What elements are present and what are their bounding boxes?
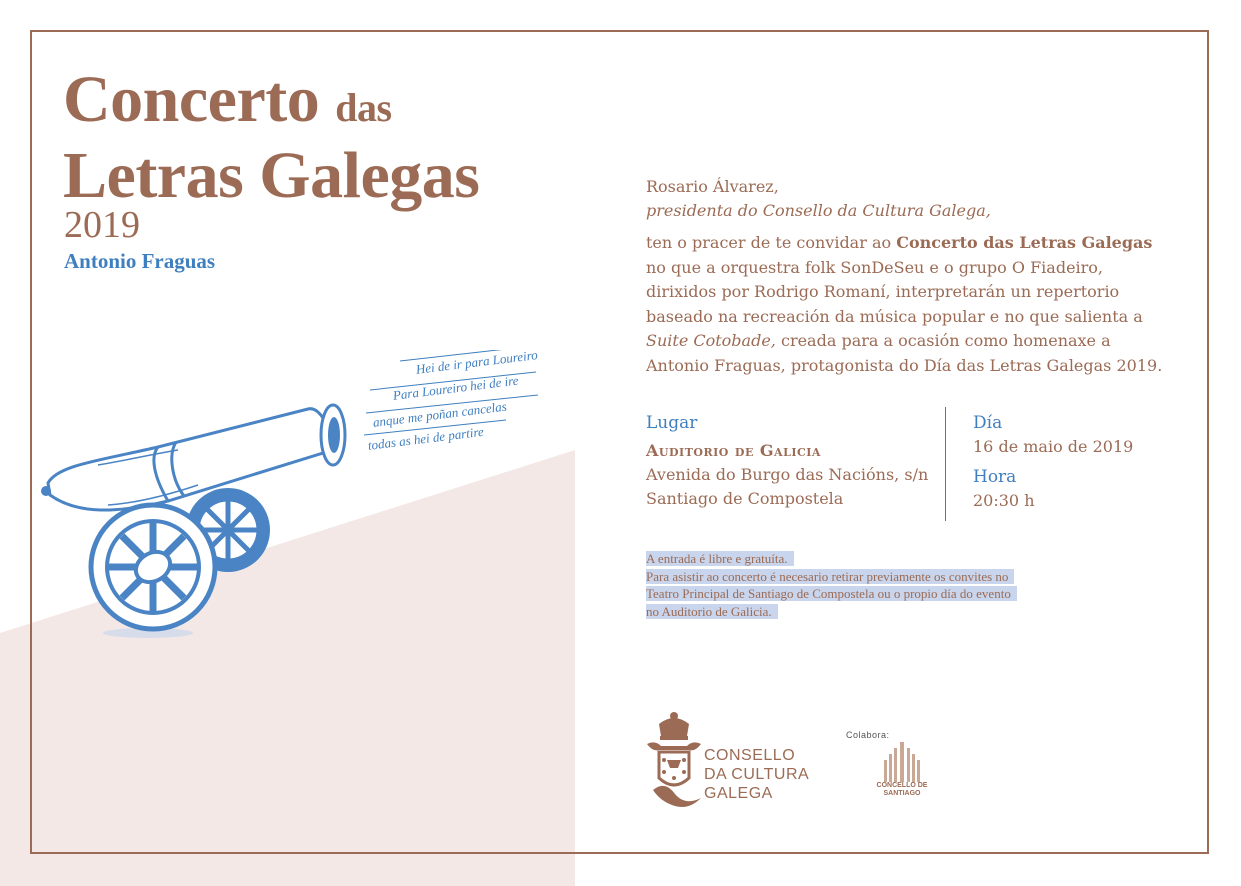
title-year: 2019 (64, 204, 140, 246)
day-value: 16 de maio de 2019 (973, 437, 1134, 456)
page-title (63, 63, 480, 212)
time-label: Hora (973, 467, 1017, 487)
title-das: das (335, 85, 392, 130)
host-block (646, 175, 991, 223)
host-role: presidenta do Consello da Cultura Galega, (646, 201, 991, 220)
invitation-text (646, 231, 1166, 378)
cannon-illustration (38, 395, 358, 645)
santiago-wordmark (872, 782, 932, 798)
notice-line-2: Para asistir ao concerto é necesario retirar previamente os convites no (646, 569, 1014, 584)
ccg-line-1: CONSELLO (704, 747, 796, 764)
invitation-part-1: ten o pracer de te convidar ao (646, 233, 897, 252)
colabora-label: Colabora: (846, 730, 890, 740)
suite-name: Suite Cotobade, (646, 331, 776, 350)
schedule-block (973, 411, 1133, 513)
venue-block (646, 411, 928, 511)
entry-notice (646, 550, 1017, 620)
venue-label: Lugar (646, 413, 698, 433)
host-name: Rosario Álvarez, (646, 177, 779, 196)
santiago-line-1: CONCELLO DE (876, 782, 928, 789)
honoree-name: Antonio Fraguas (64, 249, 216, 273)
venue-name: Auditorio de Galicia (646, 441, 821, 460)
ccg-line-2: DA CULTURA (704, 766, 810, 783)
venue-city: Santiago de Compostela (646, 489, 844, 508)
info-divider (945, 407, 946, 521)
title-letras-galegas: Letras Galegas (63, 139, 480, 212)
verse-line-1: Hei de ir para Loureiro (415, 347, 539, 377)
verse-line-4: todas as hei de partire (367, 423, 485, 453)
notice-line-1: A entrada é libre e gratuíta. (646, 551, 794, 566)
ccg-wordmark (704, 746, 809, 803)
ccg-crest-logo (645, 710, 703, 810)
notice-line-4: no Auditorio de Galicia. (646, 604, 778, 619)
notice-line-3: Teatro Principal de Santiago de Compostela ou o propio día do evento (646, 586, 1017, 601)
santiago-cathedral-logo (880, 742, 924, 782)
santiago-line-2: SANTIAGO (883, 790, 921, 797)
invitation-part-2: no que a orquestra folk SonDeSeu e o grupo O Fiadeiro, dirixidos por Rodrigo Romaní, interpretarán un repertorio baseado na recreación da música popular e no que salienta a (646, 257, 1143, 326)
verse-line-3: anque me poñan cancelas (372, 398, 508, 430)
invitation-part-3: creada para a ocasión como homenaxe a Antonio Fraguas, protagonista do Día das Letras Galegas 2019. (646, 331, 1163, 375)
day-label: Día (973, 413, 1003, 433)
time-value: 20:30 h (973, 491, 1035, 510)
verse-line-2: Para Loureiro hei de ire (392, 372, 520, 403)
title-concerto: Concerto (63, 63, 320, 136)
venue-address: Avenida do Burgo das Nacións, s/n (646, 465, 929, 484)
ccg-line-3: GALEGA (704, 785, 773, 802)
concert-name: Concerto das Letras Galegas (896, 233, 1153, 252)
